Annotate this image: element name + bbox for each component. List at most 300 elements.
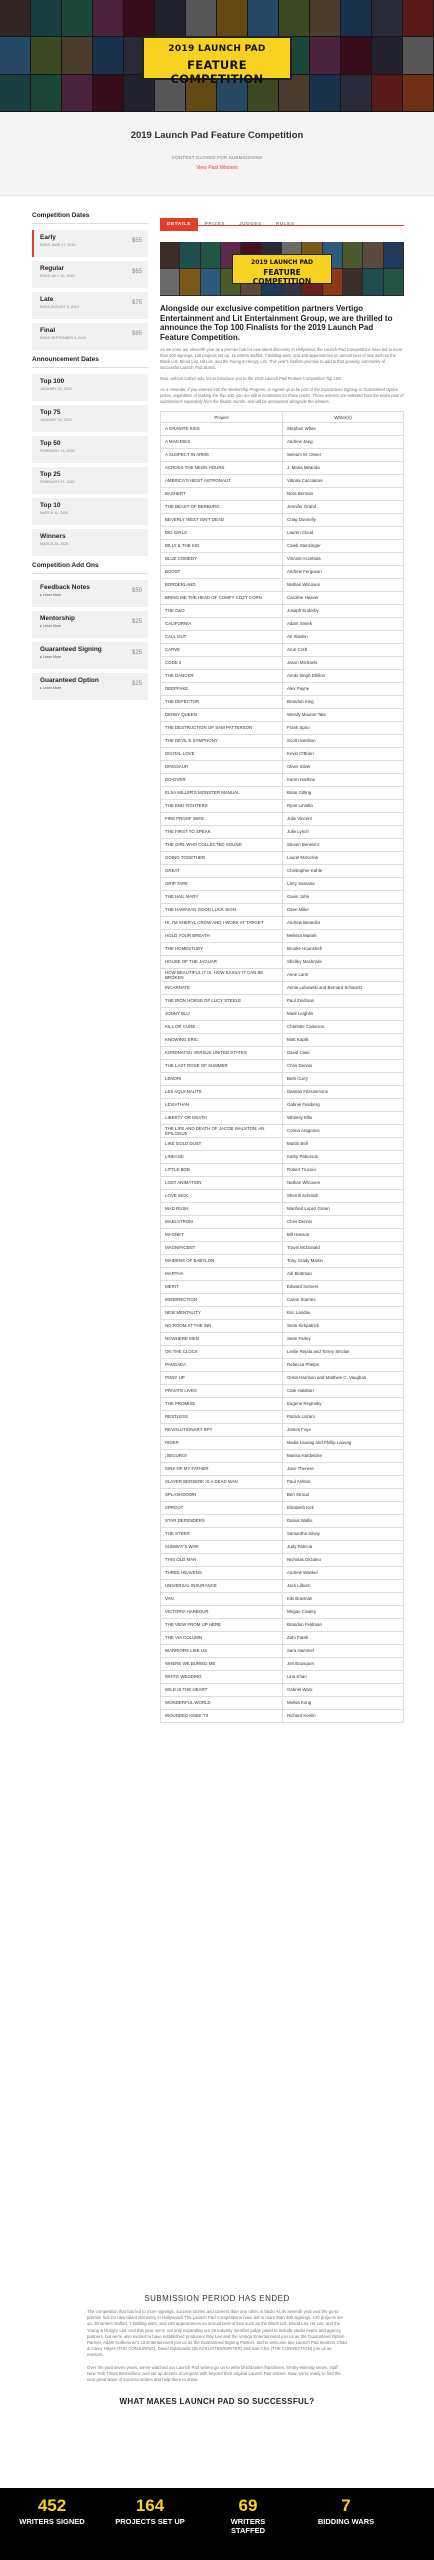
writer-names: Megan Cowley [283,1606,404,1619]
project-title: MERIT [161,1281,283,1294]
project-title: SINS OF MY FATHER [161,1463,283,1476]
table-row [161,1099,404,1112]
writer-names: Leslie Rejala and Torrey Sinclair [283,1346,404,1359]
item-date: MARCH 12, 2020 [40,511,69,515]
poster-tile [343,242,362,268]
writer-names: Damian Fitzsimmons [283,1086,404,1099]
project-title: JONNY BLU [161,1008,283,1021]
writer-names: Paul Zeidman [283,995,404,1008]
project-title: BILLY & THE KID [161,540,283,553]
item-name: Regular [40,265,65,272]
writer-names: Marisa Hardwicke [283,1450,404,1463]
project-title: DEEPFAKE [161,683,283,696]
writer-names: Chris Dennis [283,1060,404,1073]
table-row [161,1164,404,1177]
project-title: HOUSE OF THE JAGUAR [161,956,283,969]
item-price: $85 [131,331,142,337]
table-row [161,982,404,995]
addon-item-feedback-notes[interactable] [32,580,148,607]
table-row [161,1502,404,1515]
project-title: THE STEER [161,1528,283,1541]
item-date: FEBRUARY 27, 2020 [40,480,75,484]
project-title: WHERE WE BURIED ME [161,1658,283,1671]
item-name: Guaranteed Option [40,677,99,684]
date-item-top-10 [32,498,148,525]
date-item-winners [32,529,148,556]
project-title: UNIVERSAL INSURANCE [161,1580,283,1593]
past-winners-link[interactable]: View Past Winners [196,165,238,171]
intro-paragraph: Now, without further ado, let us introduce you to the 2019 Launch Pad Feature Competition Top 100! [160,376,342,381]
project-title: ¡SEGURO! [161,1450,283,1463]
table-row [161,865,404,878]
table-row [161,1658,404,1671]
learn-more-link[interactable]: ▸ Learn More [40,655,62,659]
project-title: THE PROMISE [161,1398,283,1411]
competition-dates-heading: Competition Dates [32,212,90,219]
main-content [160,212,404,1723]
table-body [161,423,404,1723]
writer-names: Frank Spiro [283,722,404,735]
table-row [161,488,404,501]
item-name: Feedback Notes [40,584,90,591]
project-title: MAGNIFICENT [161,1242,283,1255]
project-title: NO ROOM AT THE INN [161,1320,283,1333]
stat-number: 7 [341,2496,351,2515]
project-title: PONY UP [161,1372,283,1385]
table-row [161,852,404,865]
writer-names: Calvin Starnes [283,1294,404,1307]
table-row [161,579,404,592]
writer-names: Anne Lann [283,969,404,982]
stats-bar [0,2488,434,2560]
project-title: GOING TOGETHER [161,852,283,865]
table-row [161,1281,404,1294]
project-title: ACROSS THE NEON HOURS [161,462,283,475]
writer-names: Corina Aragones [283,1125,404,1138]
stat-number: 69 [238,2496,258,2515]
poster-tile [384,242,403,268]
title-band [0,112,434,196]
writers-column-header: Writer(s) [283,412,404,423]
project-title: THE DEVIL'S SYMPHONY [161,735,283,748]
writer-names: Mark Leighlin [283,1008,404,1021]
table-row [161,1697,404,1710]
project-title: BIG GIRLS [161,527,283,540]
writer-names: Annie Lubowski and Bernard Schwartz [283,982,404,995]
table-row [161,1541,404,1554]
project-title: VICTORIA HARBOUR [161,1606,283,1619]
table-row [161,1190,404,1203]
writer-names: Matt Kaplik [283,1034,404,1047]
table-row [161,1411,404,1424]
item-name: Top 10 [40,502,61,509]
item-date: ENDS SEPTEMBER 9, 2019 [40,336,87,340]
writer-names: Chris Dennis [283,1216,404,1229]
writer-names: Oliver Silver [283,761,404,774]
writer-names: Brooke Hounshell [283,943,404,956]
project-title: HOLD YOUR BREATH [161,930,283,943]
stat-block [17,2496,87,2527]
item-price: $25 [131,650,142,656]
table-row [161,1034,404,1047]
addons-list [32,580,148,700]
item-name: Early [40,234,56,241]
writer-names: Steven Benevicz [283,839,404,852]
project-title: PRIVATE LIVES [161,1385,283,1398]
item-price: $25 [131,681,142,687]
table-row [161,644,404,657]
writer-names: Greta Harrison and Matthew C. Vaughan [283,1372,404,1385]
writer-names: Sherrill Schmidt [283,1190,404,1203]
writer-names: Charlotte Cameron [283,1021,404,1034]
table-row [161,1138,404,1151]
project-title: WONDERFUL WORLD [161,1697,283,1710]
submission-ended-heading: SUBMISSION PERIOD HAS ENDED [144,2294,290,2303]
table-row [161,1151,404,1164]
project-title: KNOWING ERIC [161,1034,283,1047]
writer-names: Wendy Mouton Tate [283,709,404,722]
item-name: Guaranteed Signing [40,646,102,653]
project-title: MAGNET [161,1229,283,1242]
project-title: RIDER [161,1437,283,1450]
tab-bar [160,212,404,226]
writer-names: Larry Samaria [283,878,404,891]
table-row [161,618,404,631]
writer-names: Andrew Jaeg [283,436,404,449]
date-item-final [32,323,148,350]
table-row [161,1021,404,1034]
table-row [161,1372,404,1385]
table-row [161,878,404,891]
project-title: BLUE COMEDY [161,553,283,566]
writer-names: Gabriel Feinberg [283,1099,404,1112]
finalists-table [160,411,404,1723]
table-row [161,891,404,904]
poster-tile [201,269,220,295]
writer-names: Kathy Patterson [283,1151,404,1164]
project-title: RESTLESS [161,1411,283,1424]
project-title: CODE 4 [161,657,283,670]
table-row [161,540,404,553]
project-title: GREAT [161,865,283,878]
tab-judges[interactable]: JUDGES [239,222,262,227]
item-date: ENDS AUGUST 5, 2019 [40,305,79,309]
item-name: Top 25 [40,471,61,478]
project-title: LOVE SICK [161,1190,283,1203]
writer-names: Judy Patricia [283,1541,404,1554]
writer-names: Nicholas DiGiano [283,1554,404,1567]
project-title: LITTLE BOB [161,1164,283,1177]
writer-names: Brandon Feldman [283,1619,404,1632]
project-title: THE BEAST OF BERBURG [161,501,283,514]
writer-names: Nora Berman [283,488,404,501]
table-row [161,566,404,579]
project-title: THE HOMESTUDY [161,943,283,956]
table-row [161,1086,404,1099]
table-row [161,1593,404,1606]
project-title: CALL OUT [161,631,283,644]
writer-names: Laurel McKelvin [283,852,404,865]
sidebar [32,212,148,704]
writer-names: Beth Curry [283,1073,404,1086]
project-title: HOW BEAUTIFUL IT IS, HOW EASILY IT CAN BE BROKEN [161,969,283,982]
writer-names: Alex Payne [283,683,404,696]
writer-names: David Case [283,1047,404,1060]
writer-names: Sean Kirkpatrick [283,1320,404,1333]
tab-rules[interactable]: RULES [275,222,295,227]
project-title: DINOSAUR [161,761,283,774]
date-item-top-25 [32,467,148,494]
addon-item-guaranteed-option[interactable] [32,673,148,700]
writer-names: Dave Miller [283,904,404,917]
table-row [161,1528,404,1541]
project-title: THE C&O [161,605,283,618]
project-title: ELSA MILLER'S MONSTER MANUAL [161,787,283,800]
writer-names: Nathan Wilcoxen [283,579,404,592]
project-title: MAD RUSH [161,1203,283,1216]
table-row [161,1112,404,1125]
table-row [161,527,404,540]
writer-names: Patrick Lazaro [283,1411,404,1424]
stat-block [213,2496,283,2535]
project-title: LEVIATHAN [161,1099,283,1112]
project-title: KORDNATSU VERSUS UNITED STATES [161,1047,283,1060]
project-title: THE GIRL WHO COLLECTED SOUND [161,839,283,852]
table-row [161,657,404,670]
project-title: BEVERLY WEST ISN'T DEAD [161,514,283,527]
item-price: $55 [131,238,142,244]
writer-names: Jennifer Grand [283,501,404,514]
writer-names: Christopher Kahle [283,865,404,878]
writer-names: Eugene Reginsky [283,1398,404,1411]
item-name: Final [40,327,56,334]
addons-heading: Competition Add Ons [32,562,99,569]
submission-section [0,2294,434,2406]
item-name: Top 75 [40,409,61,416]
writer-names: Gavin John [283,891,404,904]
table-row [161,1333,404,1346]
table-row [161,423,404,436]
writer-names: Sean Farley [283,1333,404,1346]
writer-names: Arun Craft [283,644,404,657]
project-title: NOWHERE MEN [161,1333,283,1346]
table-row [161,1346,404,1359]
table-row [161,1619,404,1632]
writer-names: Lina Khan [283,1671,404,1684]
writer-names: Eric Landau [283,1307,404,1320]
project-title: GRIP TAPE [161,878,283,891]
table-row [161,1255,404,1268]
project-title: WOUNDED KNEE '73 [161,1710,283,1723]
project-title: THE VIA COLUMN [161,1632,283,1645]
table-row [161,1359,404,1372]
writer-names: Joseph Enderby [283,605,404,618]
table-row [161,696,404,709]
table-row [161,1203,404,1216]
table-row [161,553,404,566]
writer-names: Jane Therese [283,1463,404,1476]
learn-more-link[interactable]: ▸ Learn More [40,624,62,628]
writer-names: Cate Halahan [283,1385,404,1398]
tab-details[interactable]: DETAILS [160,218,198,231]
table-header-row [161,412,404,423]
table-row [161,787,404,800]
project-title: SPLASHDOWN [161,1489,283,1502]
item-date: MARCH 26, 2020 [40,542,69,546]
writer-names: Zahi Farah [283,1632,404,1645]
project-title: DO-OVER [161,774,283,787]
writer-names: Richard Keelin [283,1710,404,1723]
writer-names: Anoki Singh Dhillon [283,670,404,683]
date-item-top-75 [32,405,148,432]
banner-logo-line-2: FEATURE COMPETITION [252,268,312,286]
date-item-top-50 [32,436,148,463]
stat-block [115,2496,185,2527]
writer-names: Brian Gitting [283,787,404,800]
table-row [161,839,404,852]
table-row [161,1125,404,1138]
project-title: MAELSTROM [161,1216,283,1229]
addon-item-mentorship[interactable] [32,611,148,638]
table-row [161,969,404,982]
table-row [161,722,404,735]
poster-tile [201,242,220,268]
writer-names: Vittoria Cacciatore [283,475,404,488]
table-row [161,683,404,696]
table-row [161,1294,404,1307]
poster-tile [363,242,382,268]
table-row [161,1710,404,1723]
project-title: LINEAGE [161,1151,283,1164]
table-row [161,1229,404,1242]
project-title: THE HAWAIIAN GOOD LUCK SIGN [161,904,283,917]
table-row [161,1476,404,1489]
submission-paragraph: The competition that has led to more signings, success stories and careers than any other, is back! As its seventh year and the go-to premier hub for new talent discovery in Hollywood! The Launch Pad Competitions have led to more than 400 signings, 130 projects set up, 30 writers staffed, 7 bidding wars, and 100 appearances on annual best-of lists such as the Black List, Blood List, Hit List, and the Young & Hungry List. And this year, we're not only expanding our 25 industry member judge panel to include studio execs and agency partners, but we're also excited to have established producers Ray Lee and the Vertigo Entertainment join us as the Guaranteed Option Partner, Adam Kolbrenner's Lit Entertainment join us as the Guaranteed Signing Partner, and to welcome two Launch Pad mentors Chad & Carey Hayes (THE CONJURING), David Rabinowitz (BLACKLISTED/WRITER) and Sue Choi (THE CONNECTION) join us as mentors. [87,2309,347,2358]
item-name: Winners [40,533,66,540]
stat-label: BIDDING WARS [317,2517,375,2526]
table-row [161,1645,404,1658]
table-row [161,1268,404,1281]
project-title: MARTHA [161,1268,283,1281]
project-title: A MAN DIES [161,436,283,449]
project-title: THIS OLD MAN [161,1554,283,1567]
writer-names: Martin Bell [283,1138,404,1151]
reminder-paragraph: As a reminder, if you entered into the Mentorship Program, or signed up to be part of the Guaranteed Signing or Guaranteed Option prizes, regardless of making the Top 100, you are still in contention for those prizes. Those winners are selected from the entire pool of submissions separately from the finalist rounds, and will be announced alongside the winners. [160,387,404,404]
active-indicator [32,230,34,257]
writer-names: Brandon King [283,696,404,709]
writer-names: Stephen White [283,423,404,436]
writer-names: Tony Grady Martin [283,1255,404,1268]
table-row [161,930,404,943]
writer-names: Sara Hammel [283,1645,404,1658]
item-name: Top 100 [40,378,65,385]
project-title: THE DESTRUCTION OF SAM PATTERSON [161,722,283,735]
table-row [161,1554,404,1567]
table-row [161,1424,404,1437]
table-row [161,670,404,683]
page-title: 2019 Launch Pad Feature Competition [130,130,304,141]
project-title: PANGAEA [161,1359,283,1372]
competition-dates-list [32,230,148,350]
table-row [161,1008,404,1021]
tab-prizes[interactable]: PRIZES [204,222,225,227]
table-row [161,1567,404,1580]
project-title: LENORI [161,1073,283,1086]
poster-tile [160,242,179,268]
table-row [161,1489,404,1502]
table-row [161,1463,404,1476]
addon-item-guaranteed-signing[interactable] [32,642,148,669]
writer-names: James Foye [283,1424,404,1437]
table-row [161,1385,404,1398]
divider [32,573,148,574]
learn-more-link[interactable]: ▸ Learn More [40,593,62,597]
date-item-top-100 [32,374,148,401]
table-row [161,1515,404,1528]
writer-names: Rebecca Phelps [283,1359,404,1372]
project-title: THE VIEW FROM UP HERE [161,1619,283,1632]
item-date: ENDS JUNE 17, 2019 [40,243,76,247]
table-row [161,774,404,787]
writer-names: Craig Donnelly [283,514,404,527]
project-title: THE FIRST TO SPEAK [161,826,283,839]
table-row [161,475,404,488]
table-row [161,1632,404,1645]
learn-more-link[interactable]: ▸ Learn More [40,686,62,690]
writer-names: Bill Hanson [283,1229,404,1242]
table-row [161,1047,404,1060]
project-title: THE DEFECTOR [161,696,283,709]
submission-paragraph: Over the past seven years, we've watched our Launch Pad writers go on to write blockbuster franchises, Emmy-winning series, staff New York Times Bestsellers, and set up dozens of projects with beyond their original Launch Pad entries. Now, we're ready to find the next great wave of success stories and help them to shine. [87,2364,341,2383]
project-title: LES AQUANAUTS [161,1086,283,1099]
project-title: STAR DEFENDERS [161,1515,283,1528]
table-row [161,813,404,826]
project-title: CALIFORNIA [161,618,283,631]
writer-names: Jack Lilburn [283,1580,404,1593]
writer-names: Melisa Kong [283,1697,404,1710]
writer-names: Caroline Heaver [283,592,404,605]
project-column-header: Project [161,412,283,423]
writer-names: Manfred Lopez Green [283,1203,404,1216]
writer-names: Andrew Benedict [283,917,404,930]
project-title: ON THE CLOCK [161,1346,283,1359]
poster-tile [384,269,403,295]
project-title: A SUSPECT IN ARMS [161,449,283,462]
writer-names: Seleum M. Onser [283,449,404,462]
table-row [161,1073,404,1086]
hero-banner [0,0,434,112]
table-row [161,462,404,475]
stat-number: 452 [37,2496,67,2515]
success-heading: WHAT MAKES LAUNCH PAD SO SUCCESSFUL? [119,2397,315,2407]
project-title: THE LAST ROSE OF SUMMER [161,1060,283,1073]
writer-names: Scott Hamilton [283,735,404,748]
writer-names: Shelley Macbryde [283,956,404,969]
writer-names: Ari Slavkin [283,631,404,644]
writer-names: Caleb Stenzinger [283,540,404,553]
project-title: MAIDENS OF BABYLON [161,1255,283,1268]
table-row [161,800,404,813]
project-title: FIRE PROOF WIFE [161,813,283,826]
writer-names: J. Maria Miranda [283,462,404,475]
project-title: VAN [161,1593,283,1606]
writer-names: Nathan Wilcoxen [283,1177,404,1190]
writer-names: Elizabeth Kirk [283,1502,404,1515]
project-title: THE IRON HORSE OF LUCY STEELE [161,995,283,1008]
project-title: MISDIRECTION [161,1294,283,1307]
project-title: REVOLUTIONARY SPY [161,1424,283,1437]
project-title: LIBERTY OR DEATH [161,1112,283,1125]
